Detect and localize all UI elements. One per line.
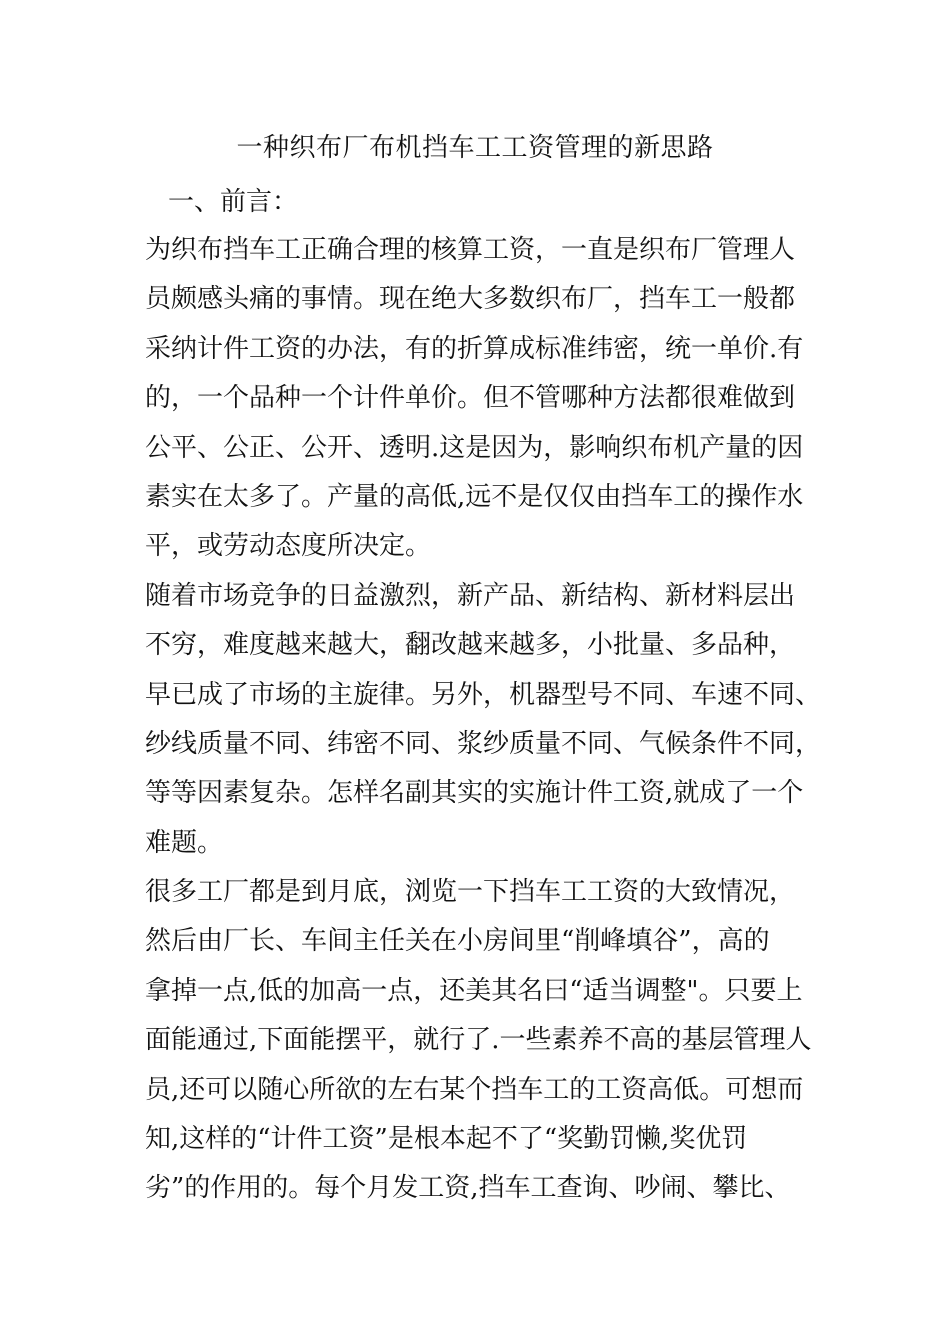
text-line: 平，或劳动态度所决定。 <box>145 531 432 562</box>
text-line: 知,这样的“计件工资”是根本起不了“奖勤罚懒,奖优罚 <box>145 1124 748 1155</box>
text-line: 公平、公正、公开、透明.这是因为，影响织布机产量的因 <box>145 432 804 463</box>
text-line: 随着市场竞争的日益激烈，新产品、新结构、新材料层出 <box>145 580 796 611</box>
text-line: 劣”的作用的。每个月发工资,挡车工查询、吵闹、攀比、 <box>145 1173 791 1204</box>
text-line: 采纳计件工资的办法，有的折算成标准纬密，统一单价.有 <box>145 333 804 364</box>
document-title: 一种织布厂布机挡车工工资管理的新思路 <box>236 133 714 163</box>
section-heading: 一、前言： <box>168 187 299 217</box>
text-line: 员颇感头痛的事情。现在绝大多数织布厂，挡车工一般都 <box>145 284 796 315</box>
text-line: 员,还可以随心所欲的左右某个挡车工的工资高低。可想而 <box>145 1074 804 1105</box>
text-line: 纱线质量不同、纬密不同、浆纱质量不同、气候条件不同， <box>145 728 822 759</box>
text-line: 不穷，难度越来越大，翻改越来越多，小批量、多品种， <box>145 630 796 661</box>
text-line: 拿掉一点,低的加高一点，还美其名曰“适当调整"。只要上 <box>145 975 803 1006</box>
text-line: 很多工厂都是到月底，浏览一下挡车工工资的大致情况， <box>145 877 796 908</box>
text-line: 难题。 <box>145 827 224 858</box>
text-line: 然后由厂长、车间主任关在小房间里“削峰填谷”，高的 <box>145 926 770 957</box>
text-line: 面能通过,下面能摆平，就行了.一些素养不高的基层管理人 <box>145 1025 812 1056</box>
text-line: 的，一个品种一个计件单价。但不管哪种方法都很难做到 <box>145 383 796 414</box>
text-line: 为织布挡车工正确合理的核算工资，一直是织布厂管理人 <box>145 235 796 265</box>
text-line: 早已成了市场的主旋律。另外，机器型号不同、车速不同、 <box>145 679 822 710</box>
body-text <box>145 230 835 1218</box>
text-line: 素实在太多了。产量的高低,远不是仅仅由挡车工的操作水 <box>145 481 804 512</box>
text-line: 等等因素复杂。怎样名副其实的实施计件工资,就成了一个 <box>145 778 804 809</box>
